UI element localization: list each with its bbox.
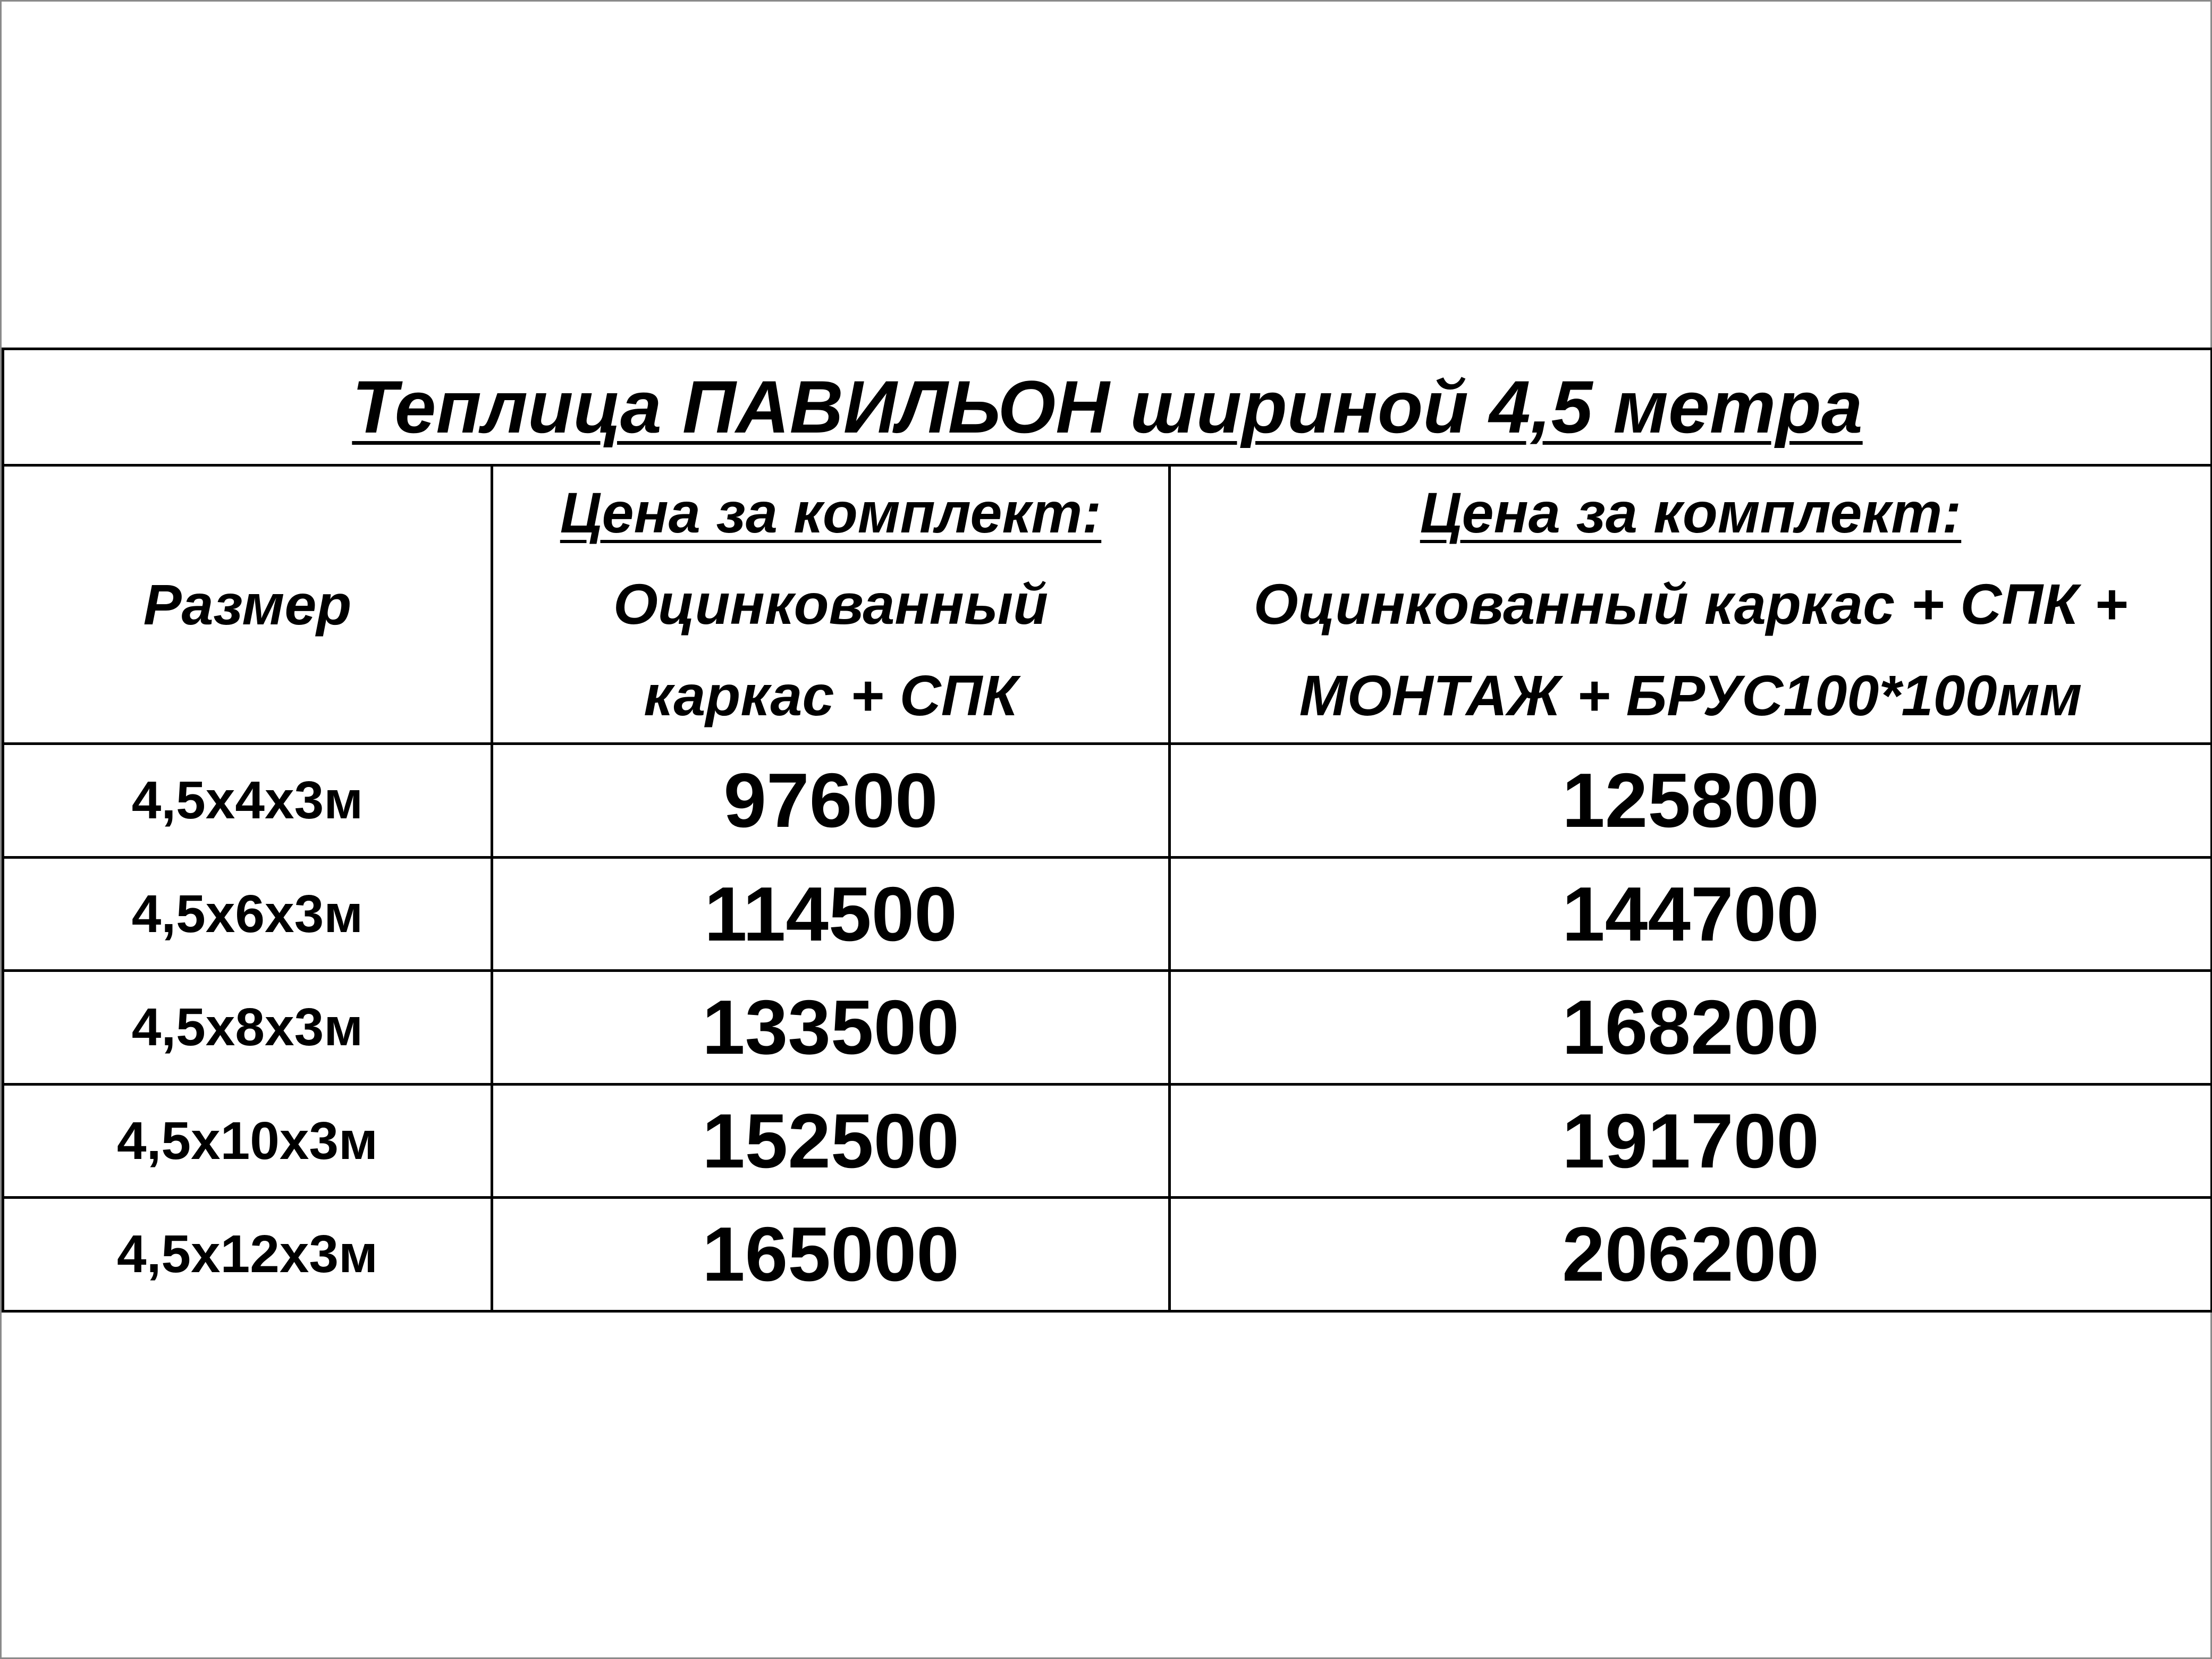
header-price-kit-line2: Оцинкованный [613,572,1049,637]
header-price-kit-line1: Цена за комплект: [560,480,1102,545]
size-cell: 4,5х12х3м [3,1198,492,1311]
price-kit-cell: 133500 [492,971,1170,1085]
table-row [3,1084,2212,1198]
table-row [3,857,2212,971]
table-row [3,971,2212,1085]
table-title: Теплица ПАВИЛЬОН шириной 4,5 метра [352,365,1863,448]
price-mounted-cell: 206200 [1170,1198,2212,1311]
header-price-kit [492,465,1170,744]
table-row [3,1198,2212,1311]
size-cell: 4,5х10х3м [3,1084,492,1198]
price-kit-cell: 114500 [492,857,1170,971]
header-price-mounted-line2: Оцинкованный каркас + СПК + [1253,572,2128,637]
title-row [3,349,2212,465]
header-size: Размер [3,465,492,744]
price-table [2,348,2212,1313]
header-row [3,465,2212,744]
size-cell: 4,5х6х3м [3,857,492,971]
price-mounted-cell: 144700 [1170,857,2212,971]
price-kit-cell: 97600 [492,744,1170,858]
size-cell: 4,5х8х3м [3,971,492,1085]
title-cell [3,349,2212,465]
header-price-mounted-line3: МОНТАЖ + БРУС100*100мм [1299,663,2082,728]
price-mounted-cell: 168200 [1170,971,2212,1085]
price-kit-cell: 165000 [492,1198,1170,1311]
header-price-mounted [1170,465,2212,744]
header-price-kit-line3: каркас + СПК [644,663,1018,728]
size-cell: 4,5х4х3м [3,744,492,858]
price-mounted-cell: 125800 [1170,744,2212,858]
price-mounted-cell: 191700 [1170,1084,2212,1198]
table-row [3,744,2212,858]
header-price-mounted-line1: Цена за комплект: [1420,480,1962,545]
price-kit-cell: 152500 [492,1084,1170,1198]
